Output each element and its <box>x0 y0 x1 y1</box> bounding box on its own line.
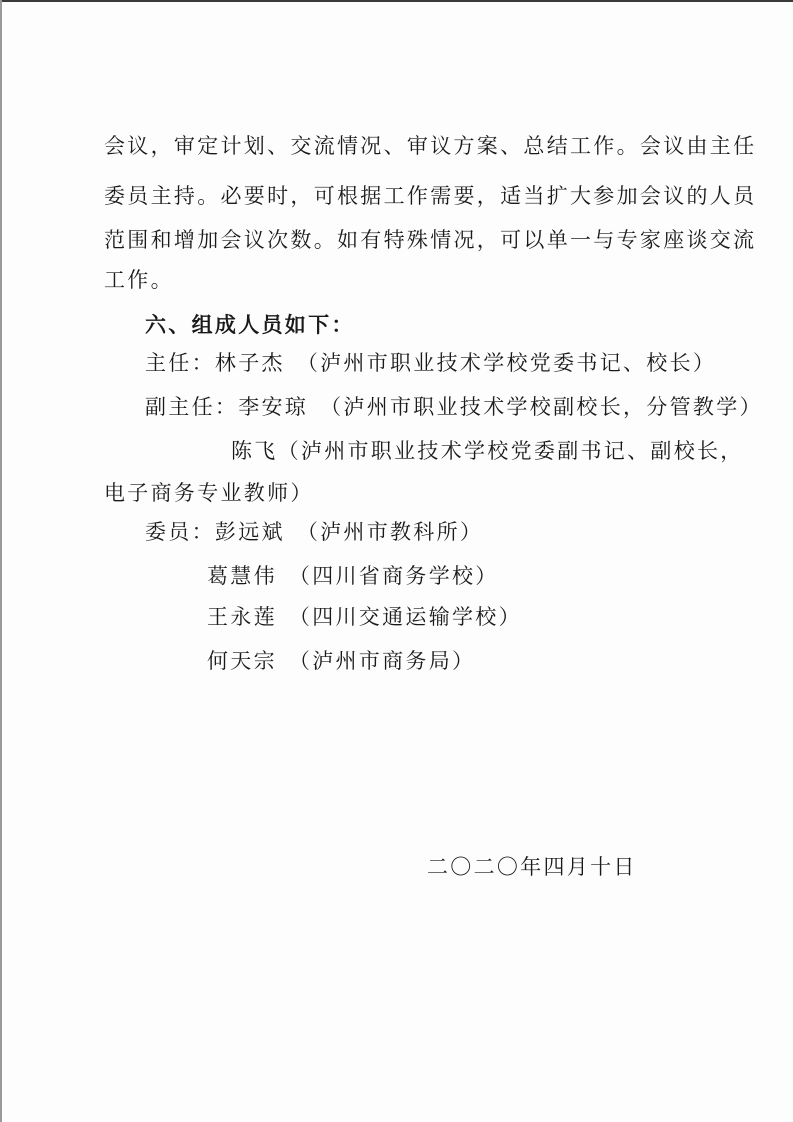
deputy-2-desc: （泸州市职业技术学校党委副书记、副校长， <box>277 439 744 463</box>
deputy-1-desc: （泸州市职业技术学校副校长，分管教学） <box>320 395 763 419</box>
committee-member-name: 彭远斌 <box>214 520 285 544</box>
director-desc: （泸州市职业技术学校党委书记、校长） <box>296 351 717 375</box>
committee-row-2 <box>207 562 499 590</box>
director-name: 林子杰 <box>214 351 285 375</box>
committee-member-name: 葛慧伟 <box>207 564 277 588</box>
committee-member-org: （泸州市商务局） <box>288 649 476 673</box>
deputy-row-2 <box>231 437 744 465</box>
paragraph-line-2: 委员主持。必要时，可根据工作需要，适当扩大参加会议的人员 <box>104 184 757 208</box>
committee-row-4 <box>207 647 475 675</box>
deputy-row-1 <box>145 393 763 421</box>
deputy-row-2-continued: 电子商务专业教师） <box>104 481 314 505</box>
committee-member-org: （四川省商务学校） <box>288 564 499 588</box>
paragraph-line-4: 工作。 <box>104 268 174 292</box>
deputy-2-name: 陈飞 <box>231 439 278 463</box>
scan-edge-left <box>0 0 2 1122</box>
deputy-1-name: 李安琼 <box>238 395 309 419</box>
committee-member-name: 王永莲 <box>207 605 277 629</box>
section-heading: 六、组成人员如下： <box>145 312 355 337</box>
document-date: 二〇二〇年四月十日 <box>427 855 637 879</box>
scan-edge-top <box>0 0 793 2</box>
committee-member-org: （泸州市教科所） <box>296 520 484 544</box>
director-role: 主任： <box>145 351 215 375</box>
committee-member-org: （四川交通运输学校） <box>288 605 522 629</box>
paragraph-line-1: 会议，审定计划、交流情况、审议方案、总结工作。会议由主任 <box>104 134 757 158</box>
committee-row-3 <box>207 603 522 631</box>
committee-role: 委员： <box>145 520 215 544</box>
committee-row-1 <box>145 518 483 546</box>
committee-member-name: 何天宗 <box>207 649 277 673</box>
paragraph-line-3: 范围和增加会议次数。如有特殊情况，可以单一与专家座谈交流 <box>104 228 757 252</box>
deputy-role: 副主任： <box>145 395 239 419</box>
director-row <box>145 349 716 377</box>
